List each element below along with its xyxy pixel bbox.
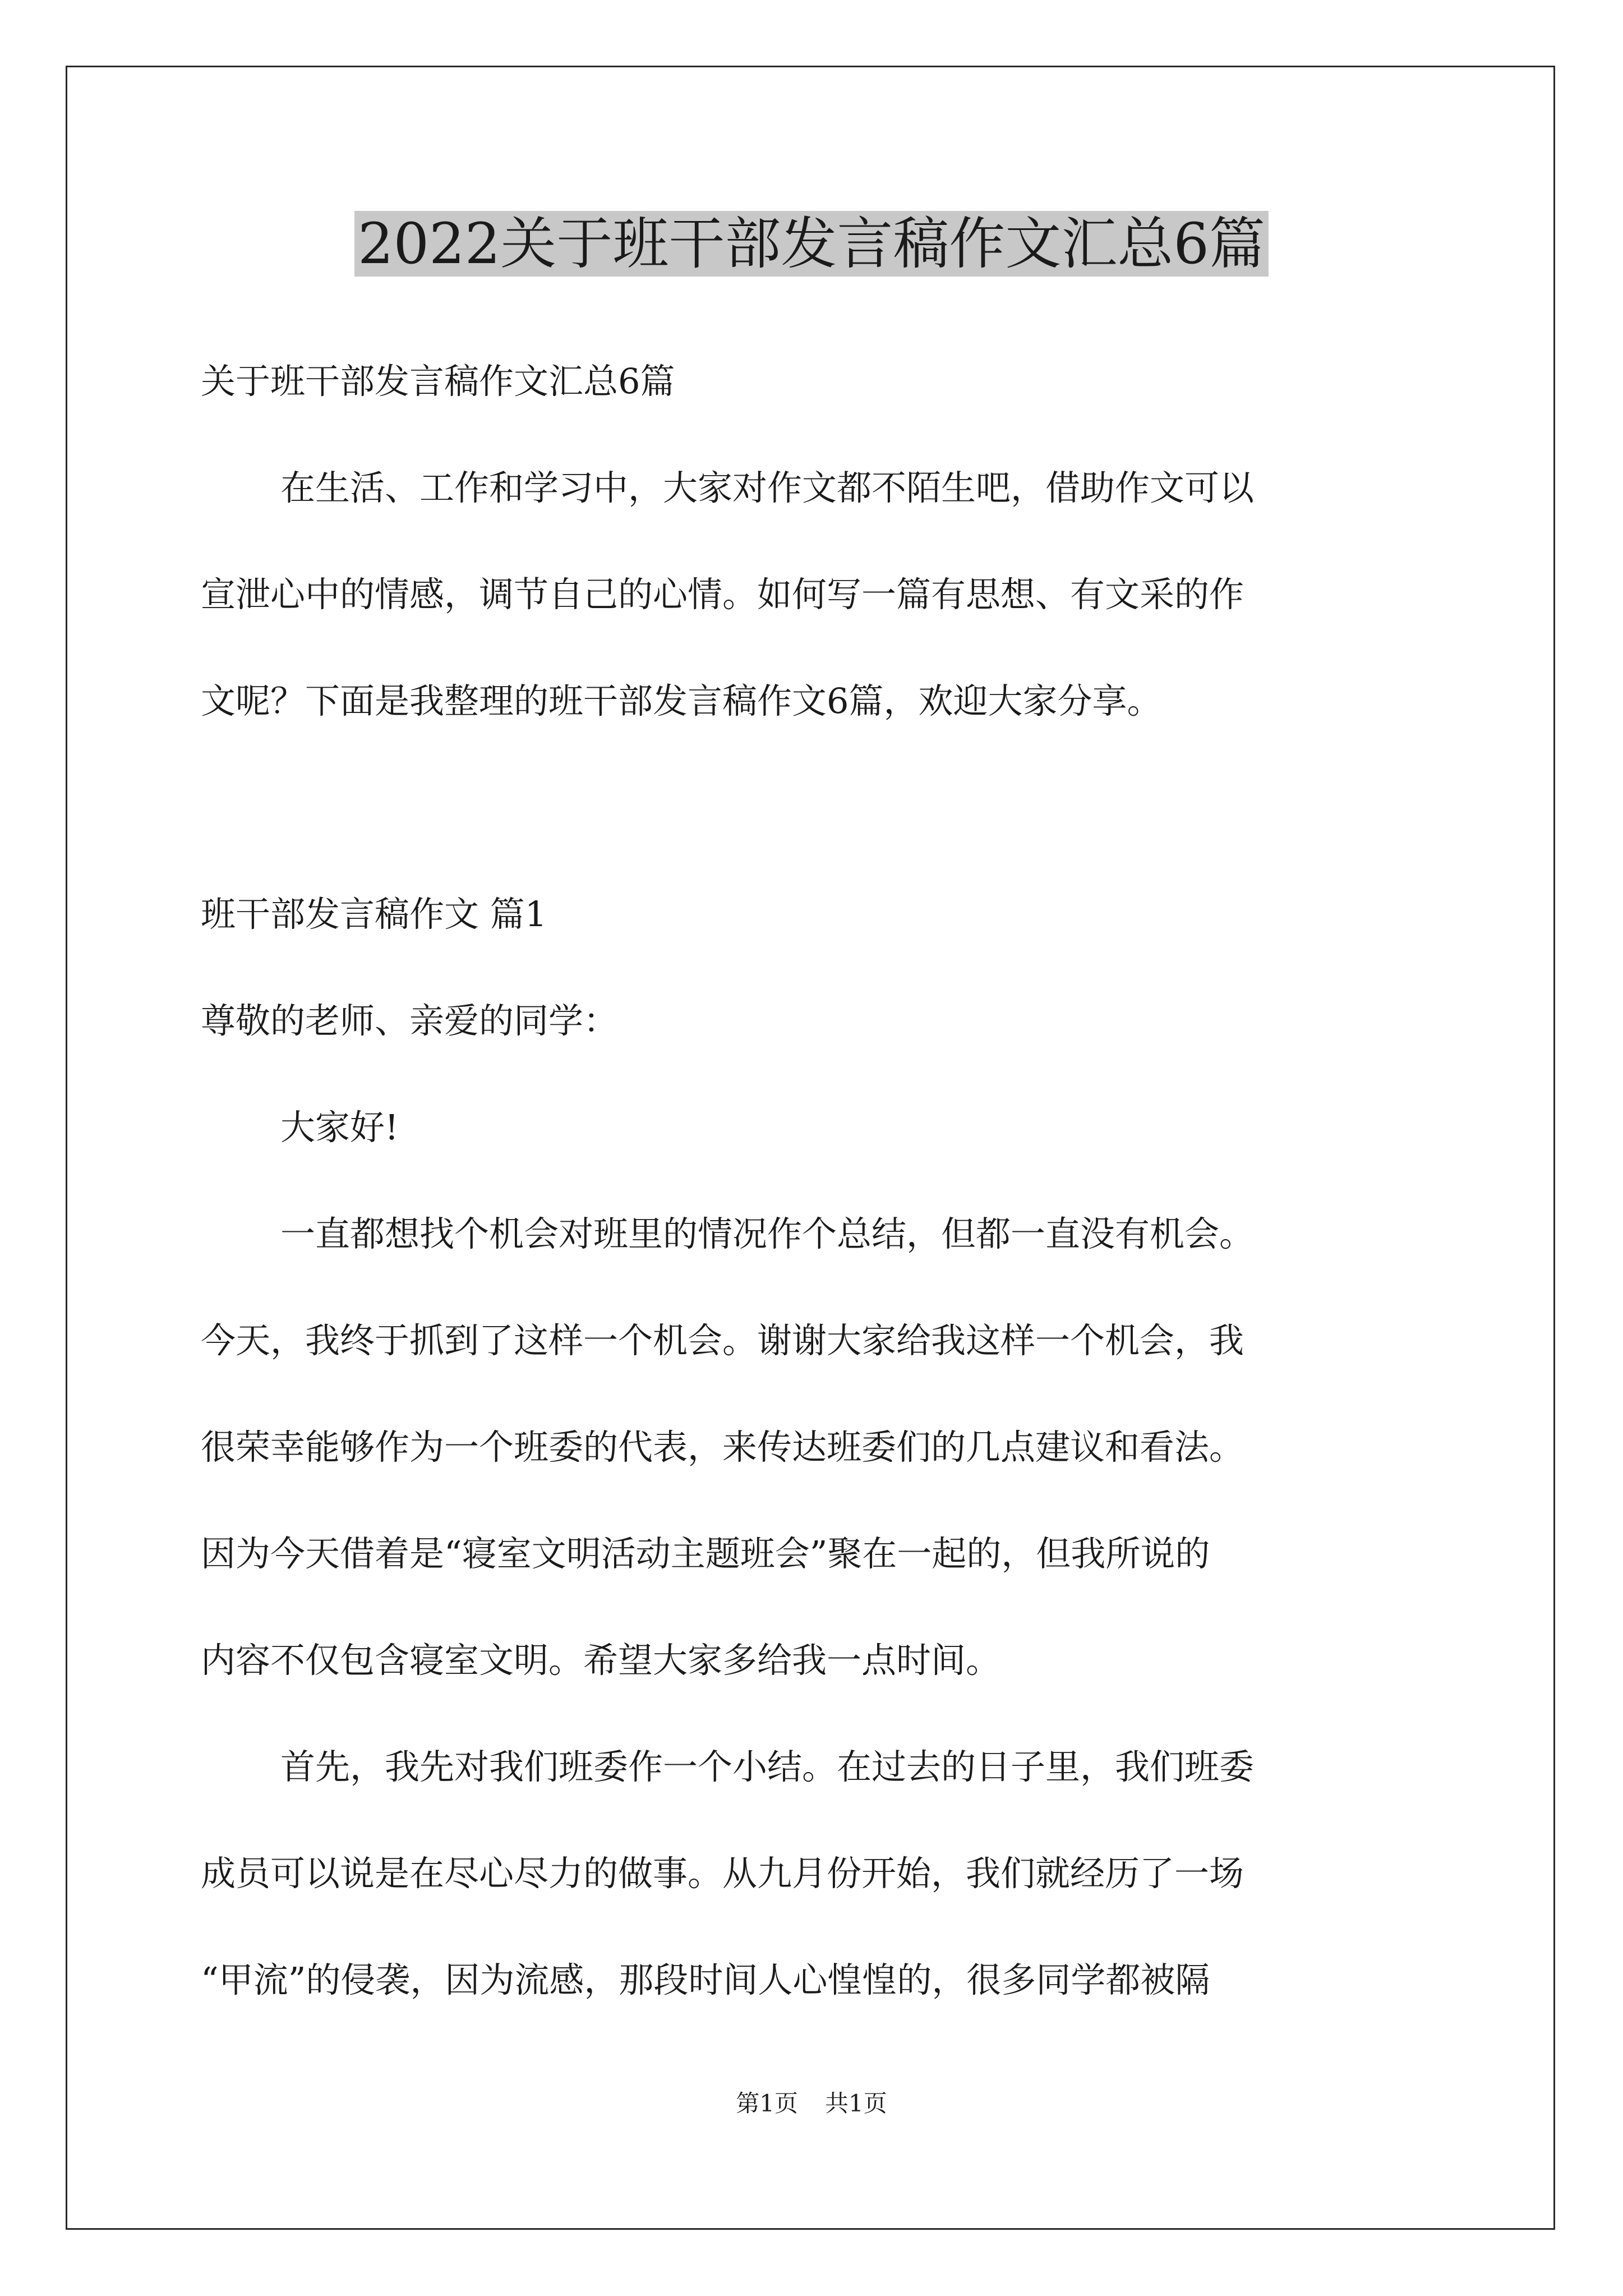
document-subtitle: 关于班干部发言稿作文汇总6篇 (201, 361, 675, 402)
page-number: 第1页 (736, 2090, 798, 2117)
document-title (0, 202, 1623, 286)
body-line-1: 一直都想找个机会对班里的情况作个总结，但都一直没有机会。 (280, 1213, 1255, 1254)
intro-line-1: 在生活、工作和学习中，大家对作文都不陌生吧，借助作文可以 (280, 467, 1255, 508)
body-line-6: 首先，我先对我们班委作一个小结。在过去的日子里，我们班委 (280, 1746, 1255, 1787)
body-line-2: 今天，我终于抓到了这样一个机会。谢谢大家给我这样一个机会，我 (201, 1320, 1244, 1361)
salutation: 尊敬的老师、亲爱的同学： (201, 1000, 619, 1041)
intro-line-2: 宣泄心中的情感，调节自己的心情。如何写一篇有思想、有文采的作 (201, 574, 1244, 615)
body-line-7: 成员可以说是在尽心尽力的做事。从九月份开始，我们就经历了一场 (201, 1853, 1244, 1894)
page-footer (0, 2087, 1623, 2120)
body-line-5: 内容不仅包含寝室文明。希望大家多给我一点时间。 (201, 1640, 1001, 1681)
body-line-8: “甲流”的侵袭，因为流感，那段时间人心惶惶的，很多同学都被隔 (201, 1959, 1210, 2000)
intro-line-3: 文呢？下面是我整理的班干部发言稿作文6篇，欢迎大家分享。 (201, 680, 1162, 721)
greeting: 大家好! (280, 1107, 399, 1148)
document-title-text: 2022关于班干部发言稿作文汇总6篇 (354, 211, 1269, 277)
page-total: 共1页 (825, 2090, 887, 2117)
body-line-3: 很荣幸能够作为一个班委的代表，来传达班委们的几点建议和看法。 (201, 1427, 1244, 1467)
section-heading: 班干部发言稿作文 篇1 (201, 894, 547, 935)
body-line-4: 因为今天借着是“寝室文明活动主题班会”聚在一起的，但我所说的 (201, 1533, 1210, 1574)
